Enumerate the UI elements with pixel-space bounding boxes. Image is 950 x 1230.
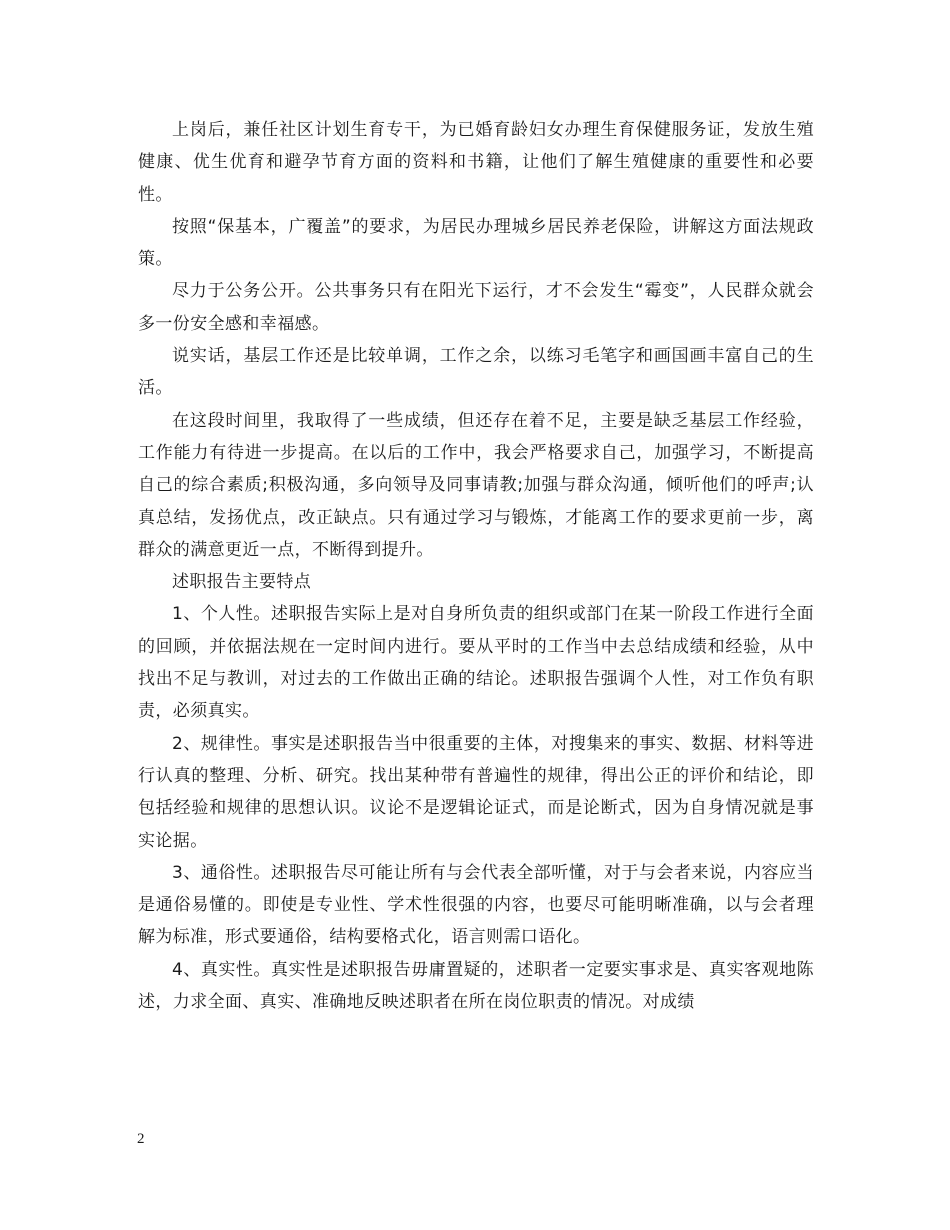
paragraph-family-planning: 上岗后，兼任社区计划生育专干，为已婚育龄妇女办理生育保健服务证，发放生殖健康、优生优育和避孕节育方面的资料和书籍，让他们了解生殖健康的重要性和必要性。 xyxy=(138,120,814,205)
page-number: 2 xyxy=(137,1131,145,1147)
paragraph-shortcomings: 在这段时间里，我取得了一些成绩，但还存在着不足，主要是缺乏基层工作经验，工作能力有待进一步提高。在以后的工作中，我会严格要求自己，加强学习，不断提高自己的综合素质;积极沟通，多向领导及同事请教;加强与群众沟通，倾听他们的呼声;认真总结，发扬优点，改正缺点。只有通过学习与锻炼，才能离工作的要求更前一步，离群众的满意更近一点，不断得到提升。 xyxy=(138,410,814,560)
document-body xyxy=(138,114,814,1018)
paragraph-feature-popular: 3、通俗性。述职报告尽可能让所有与会代表全部听懂，对于与会者来说，内容应当是通俗易懂的。即使是专业性、学术性很强的内容，也要尽可能明晰准确，以与会者理解为标准，形式要通俗，结构要格式化，语言则需口语化。 xyxy=(138,862,814,948)
paragraph-pension-insurance: 按照“保基本，广覆盖”的要求，为居民办理城乡居民养老保险，讲解这方面法规政策。 xyxy=(138,216,814,270)
paragraph-public-affairs: 尽力于公务公开。公共事务只有在阳光下运行，才不会发生“霉变”，人民群众就会多一份安全感和幸福感。 xyxy=(138,281,814,334)
paragraph-feature-personal: 1、个人性。述职报告实际上是对自身所负责的组织或部门在某一阶段工作进行全面的回顾，并依据法规在一定时间内进行。要从平时的工作当中去总结成绩和经验，从中找出不足与教训，对过去的工作做出正确的结论。述职报告强调个人性，对工作负有职责，必须真实。 xyxy=(138,604,814,722)
paragraph-calligraphy: 说实话，基层工作还是比较单调，工作之余，以练习毛笔字和画国画丰富自己的生活。 xyxy=(138,346,814,399)
paragraph-feature-regularity: 2、规律性。事实是述职报告当中很重要的主体，对搜集来的事实、数据、材料等进行认真的整理、分析、研究。找出某种带有普遍性的规律，得出公正的评价和结论，即包括经验和规律的思想认识。议论不是逻辑论证式，而是论断式，因为自身情况就是事实论据。 xyxy=(138,733,814,851)
section-heading-features: 述职报告主要特点 xyxy=(172,572,312,593)
paragraph-feature-truthful: 4、真实性。真实性是述职报告毋庸置疑的，述职者一定要实事求是、真实客观地陈述，力求全面、真实、准确地反映述职者在所在岗位职责的情况。对成绩 xyxy=(138,959,814,1013)
